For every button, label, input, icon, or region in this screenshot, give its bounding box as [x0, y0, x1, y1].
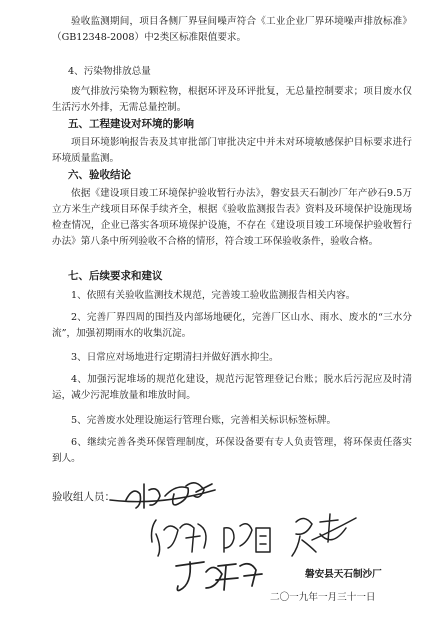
pollutant-paragraph: 废气排放污染物为颗粒物，根据环评及环评批复，无总量控制要求；项目废水仅生活污水外排，无需总量控制。 [52, 86, 412, 113]
requirement-item: 6、继续完善各类环保管理制度，环保设备要有专人负责管理，将环保责任落实到人。 [52, 437, 412, 464]
signature-1 [110, 483, 215, 508]
section6-heading: 六、验收结论 [68, 169, 131, 181]
requirement-item: 1、依照有关验收监测技术规范，完善竣工验收监测报告相关内容。 [71, 290, 356, 301]
document-date: 二〇一九年一月三十一日 [270, 592, 376, 603]
requirement-item: 4、加强污泥堆场的规范化建设，规范污泥管理登记台账；脱水后污泥应及时清运，减少污泥堆放量和堆放时间。 [52, 374, 412, 401]
signature-5 [176, 562, 262, 591]
section7-heading: 七、后续要求和建议 [68, 270, 163, 282]
monitoring-paragraph: 验收监测期间，项目各侧厂界昼间噪声符合《工业企业厂界环境噪声排放标准》（GB12348-2008）中2类区标准限值要求。 [52, 16, 412, 43]
signers-label: 验收组人员： [52, 491, 115, 503]
requirement-item: 3、日常应对场地进行定期清扫并做好洒水抑尘。 [71, 352, 279, 363]
requirement-item: 2、完善厂界四周的围挡及内部场地硬化，完善厂区山水、雨水、废水的“三水分流”，加强初期雨水的收集沉淀。 [52, 312, 412, 339]
section5-heading: 五、工程建设对环境的影响 [68, 118, 194, 130]
pollutant-subheading: 4、污染物排放总量 [68, 66, 151, 77]
organization-name: 磐安县天石制沙厂 [305, 569, 382, 580]
section6-paragraph: 依据《建设项目竣工环境保护验收暂行办法》，磐安县天石制沙厂年产砂石9.5万立方米生产线项目环保手续齐全，根据《验收监测报告表》资料及环境保护设施现场检查情况，企业已落实各项环境保护设施，不存在《建设项目竣工环境保护验收暂行办法》第八条中所列验收不合格的情形，符合竣工环保验收条件，验收合格。 [52, 188, 412, 247]
signature-4 [292, 514, 356, 556]
requirement-item: 5、完善废水处理设施运行管理台账，完善相关标识标签标牌。 [71, 415, 337, 426]
signature-2 [152, 520, 207, 556]
signature-3 [224, 524, 270, 552]
section5-paragraph: 项目环境影响报告表及其审批部门审批决定中并未对环境敏感保护目标要求进行环境质量监测。 [52, 137, 412, 164]
